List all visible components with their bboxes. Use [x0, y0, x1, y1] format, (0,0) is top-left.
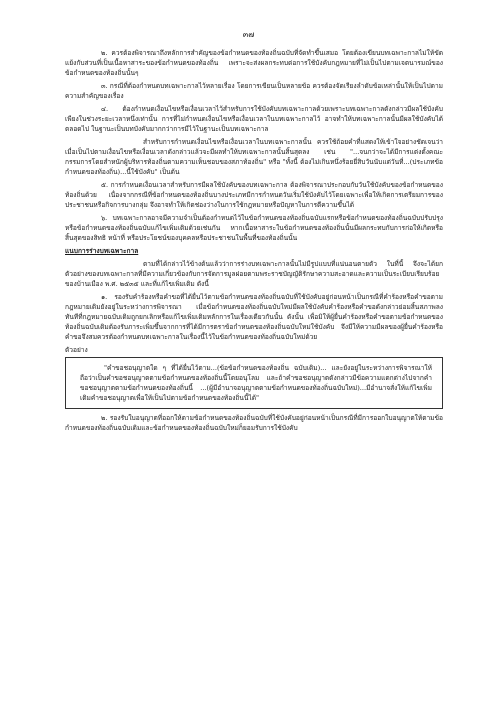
paragraph: ๑. รองรับคำร้องหรือคำขอที่ได้ยื่นไว้ตามข้อกำหนดของท้องถิ่นฉบับที่ใช้บังคับอยู่ก่อนหน้าเป็นกรณีที่คำร้องหรือคำขอตามกฎหมายเดิมยังอยู่ในระหว่างการพิจารณา เมื่อข้อกำหนดของท้องถิ่นฉบับใหม่มีผลใช้บังคับคำร้องหรือคำขอดังกล่าวย่อมสิ้นสภาพลงทันทีที่กฎหมายฉบับเดิมถูกยกเลิกหรือแก้ไขเพิ่มเติมหลักการในเรื่องเดียวกันนั้น ดังนั้น เพื่อมิให้ผู้ยื่นคำร้องหรือคำขอตามข้อกำหนดของท้องถิ่นฉบับเดิมต้องรับภาระเพิ่มขึ้นจากการที่ได้มีการตราข้อกำหนดของท้องถิ่นฉบับใหม่ใช้บังคับ จึงมีให้ความมีผลของผู้ยื่นคำร้องหรือคำขอจึงสมควรต้องกำหนดบทเฉพาะกาลในเรื่องนี้ไว้ในข้อกำหนดของท้องถิ่นฉบับใหม่ด้วย: [65, 293, 443, 342]
paragraph: ๒. รองรับใบอนุญาตที่ออกให้ตามข้อกำหนดของท้องถิ่นฉบับที่ใช้บังคับอยู่ก่อนหน้าเป็นกรณีที่มีการออกใบอนุญาตให้ตามข้อกำหนดของท้องถิ่นฉบับเดิมและข้อกำหนดของท้องถิ่นฉบับใหม่ก็ยอมรับการใช้บังคับ: [65, 413, 443, 432]
paragraph: ๕. การกำหนดเงื่อนเวลาสำหรับการมีผลใช้บังคับของบทเฉพาะกาล ต้องพิจารณาประกอบกับวันใช้บังคับของข้อกำหนดของท้องถิ่นด้วย เนื่องจากกรณีที่ข้อกำหนดของท้องถิ่นบางประเภทมีการกำหนดวันเริ่มใช้บังคับไว้โดยเฉพาะเพื่อให้เกิดการเตรียมการของประชาชนหรือกิจการบางกลุ่ม จึงอาจทำให้เกิดช่องว่างในการใช้กฎหมายหรือปัญหาในการตีความขึ้นได้: [65, 181, 443, 210]
page-content: [65, 48, 443, 436]
paragraph: ๖. บทเฉพาะกาลอาจมีความจำเป็นต้องกำหนดไว้ในข้อกำหนดของท้องถิ่นฉบับแรกหรือข้อกำหนดของท้องถิ่นฉบับปรับปรุงหรือข้อกำหนดของท้องถิ่นฉบับแก้ไขเพิ่มเติมด้วยเช่นกัน หากเนื้อหาสาระในข้อกำหนดของท้องถิ่นนั้นมีผลกระทบกับการก่อให้เกิดหรือสิ้นสุดของสิทธิ หน้าที่ หรือประโยชน์ของบุคคลหรือประชาชนในพื้นที่ของท้องถิ่นนั้น: [65, 214, 443, 243]
section-heading: แนบการร่างบทเฉพาะกาล: [65, 247, 139, 256]
paragraph: ตามที่ได้กล่าวไว้ข้างต้นแล้วว่าการร่างบทเฉพาะกาลนั้นไม่มีรูปแบบที่แน่นอนตายตัว ในที่นี้ จึงจะได้ยกตัวอย่างของบทเฉพาะกาลที่มีความเกี่ยวข้องกับการจัดการมูลฝอยตามพระราชบัญญัติรักษาความสะอาดและความเป็นระเบียบเรียบร้อยของบ้านเมือง พ.ศ. ๒๕๓๕ และที่แก้ไขเพิ่มเติม ดังนี้: [65, 260, 443, 289]
example-quote-text: "คำขอชอนุญาตใด ๆ ที่ได้ยื่นไว้ตาม...(ข้อข้อกำหนดของท้องถิ่น ฉบับเดิม)... และยังอยู่ในระหว่างการพิจารณาให้ถือว่าเป็นคำขอชอนุญาตตามข้อกำหนดของท้องถิ่นนี้โดยอนุโลม และถ้าคำขอชอนุญาตดังกล่าวมีข้อความแตกต่างไปจากคำขอชอนุญาตตามข้อกำหนดของท้องถิ่นนี้ ...(ผู้มีอำนาจอนุญาตตามข้อกำหนดของท้องถิ่นฉบับใหม่)...มีอำนาจสั่งให้แก้ไขเพิ่มเติมคำขอชอนุญาตเพื่อให้เป็นไปตามข้อกำหนดของท้องถิ่นนี้ได้": [80, 364, 432, 403]
paragraph: ๒. ควรต้องพิจารณาถึงหลักการสำคัญของข้อกำหนดของท้องถิ่นฉบับที่จัดทำขึ้นเสมอ โดยต้องเขียนบทเฉพาะกาลไม่ให้ขัดแย้งกับส่วนที่เป็นเนื้อหาสาระของข้อกำหนดของท้องถิ่น เพราะจะส่งผลกระทบต่อการใช้บังคับกฎหมายที่ไม่เป็นไปตามเจตนารมณ์ของข้อกำหนดของท้องถิ่นนั้นๆ: [65, 49, 443, 78]
paragraph: ๓. กรณีที่ต้องกำหนดบทเฉพาะกาลไว้หลายเรื่อง โดยการเขียนเป็นหลายข้อ ควรต้องจัดเรียงลำดับข้อเหล่านั้นให้เป็นไปตามความสำคัญของเรื่อง: [65, 82, 443, 101]
example-quote-box: [65, 357, 443, 408]
paragraph: สำหรับการกำหนดเงื่อนไขหรือเงื่อนเวลาในบทเฉพาะกาลนั้น ควรใช้ถ้อยคำที่แสดงให้เข้าใจอย่างชัดเจนว่า เมื่อเป็นไปตามเงื่อนไขหรือเงื่อนเวลาดังกล่าวแล้วจะมีผลทำให้บทเฉพาะกาลนั้นสิ้นสุดลง เช่น "...จนกว่าจะได้มีการแต่งตั้งคณะกรรมการโดยสำหนักผู้บริหารท้องถิ่นตามความเห็นชอบของสภาท้องถิ่น" หรือ "ทั้งนี้ ต้องไม่เกินหนึ่งร้อยยี่สิบวันนับแต่วันที่...(ประเภทข้อกำหนดของท้องถิ่น)...นี้ใช้บังคับ" เป็นต้น: [65, 138, 443, 177]
page-number: ๓๗: [242, 30, 255, 39]
paragraph: ๔. ต้องกำหนดเงื่อนไขหรือเงื่อนเวลาไว้สำหรับการใช้บังคับบทเฉพาะกาลด้วยเพราะบทเฉพาะกาลดังกล่าวมีผลใช้บังคับเพียงในช่วงระยะเวลาหนึ่งเท่านั้น การที่ไม่กำหนดเงื่อนไขหรือเงื่อนเวลาในบทเฉพาะกาลไว้ อาจทำให้บทเฉพาะกาลนั้นมีผลใช้บังคับได้ตลอดไป ในฐานะเป็นบทบังคับมากกว่าการมีไว้ในฐานะเป็นบทเฉพาะกาล: [65, 105, 443, 134]
example-label: ตัวอย่าง: [65, 346, 88, 355]
